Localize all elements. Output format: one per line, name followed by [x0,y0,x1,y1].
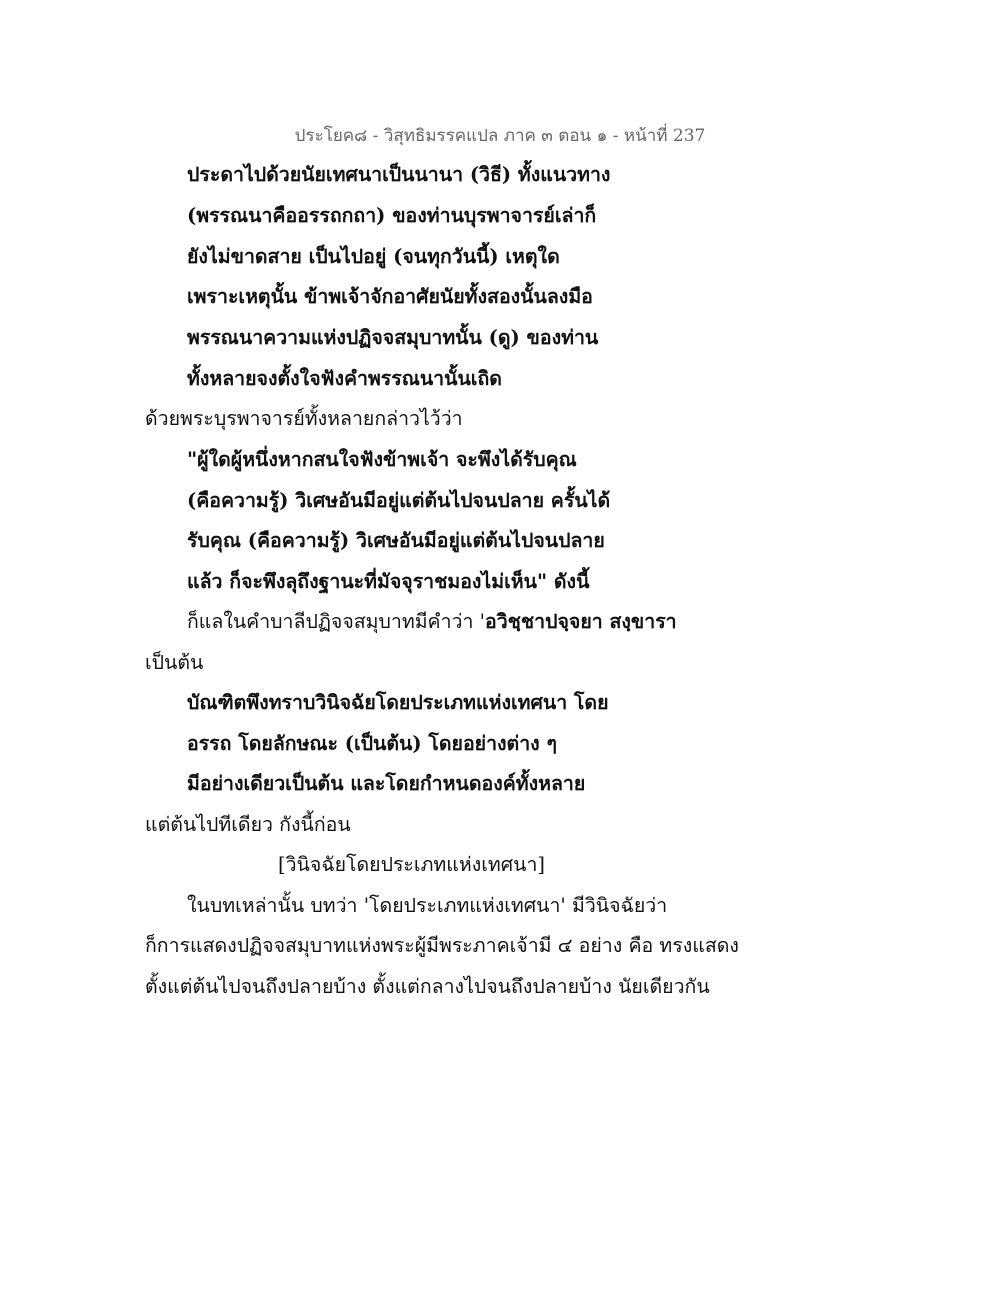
text-line: ยังไม่ขาดสาย เป็นไปอยู่ (จนทุกวันนี้) เหตุใด [187,245,560,268]
text-line: ก็การแสดงปฏิจจสมุบาทแห่งพระผู้มีพระภาคเจ้ามี ๔ อย่าง คือ ทรงแสดง [145,934,739,957]
text-line: แล้ว ก็จะพึงลุถึงฐานะที่มัจจุราชมองไม่เห็น" ดังนี้ [187,570,590,593]
text-line: รับคุณ (คือความรู้) วิเศษอันมีอยู่แต่ต้นไปจนปลาย [187,529,605,552]
text-line: ตั้งแต่ต้นไปจนถึงปลายบ้าง ตั้งแต่กลางไปจนถึงปลายบ้าง นัยเดียวกัน [145,975,710,998]
text-line: มีอย่างเดียวเป็นต้น และโดยกำหนดองค์ทั้งหลาย [187,772,586,795]
pali-quote-prefix: ก็แลในคำบาลีปฏิจจสมุบาทมีคำว่า ' [187,610,486,633]
text-line: ประดาไปด้วยนัยเทศนาเป็นนานา (วิธี) ทั้งแนวทาง [187,163,611,186]
text-line: แต่ต้นไปทีเดียว กังนี้ก่อน [145,813,351,836]
text-line: บัณฑิตพึงทราบวินิจฉัยโดยประเภทแห่งเทศนา โดย [187,691,609,714]
text-line: พรรณนาความแห่งปฏิจจสมุบาทนั้น (ดู) ของท่าน [187,326,599,349]
text-line: ในบทเหล่านั้น บทว่า 'โดยประเภทแห่งเทศนา' มีวินิจฉัยว่า [187,894,668,917]
text-line: "ผู้ใดผู้หนึ่งหากสนใจฟังข้าพเจ้า จะพึงได้รับคุณ [187,448,577,471]
pali-quote-term: อวิชฺชาปจฺจยา สงฺขารา [485,610,677,633]
text-line: (พรรณนาคืออรรถกถา) ของท่านบุรพาจารย์เล่าก็ [187,204,597,227]
page-header: ประโยค๘ - วิสุทธิมรรคแปล ภาค ๓ ตอน ๑ - หน้าที่ 237 [294,126,706,146]
text-line: ด้วยพระบุรพาจารย์ทั้งหลายกล่าวไว้ว่า [145,407,463,430]
text-line: เพราะเหตุนั้น ข้าพเจ้าจักอาศัยนัยทั้งสองนั้นลงมือ [187,285,593,308]
pali-quote-line [187,609,677,635]
text-line: อรรถ โดยลักษณะ (เป็นต้น) โดยอย่างต่าง ๆ [187,732,557,755]
text-line: ทั้งหลายจงตั้งใจฟังคำพรรณนานั้นเถิด [187,367,502,390]
section-heading: [วินิจฉัยโดยประเภทแห่งเทศนา] [278,853,546,876]
text-line: เป็นต้น [145,651,204,674]
text-line: (คือความรู้) วิเศษอันมีอยู่แต่ต้นไปจนปลาย ครั้นได้ [187,489,611,512]
